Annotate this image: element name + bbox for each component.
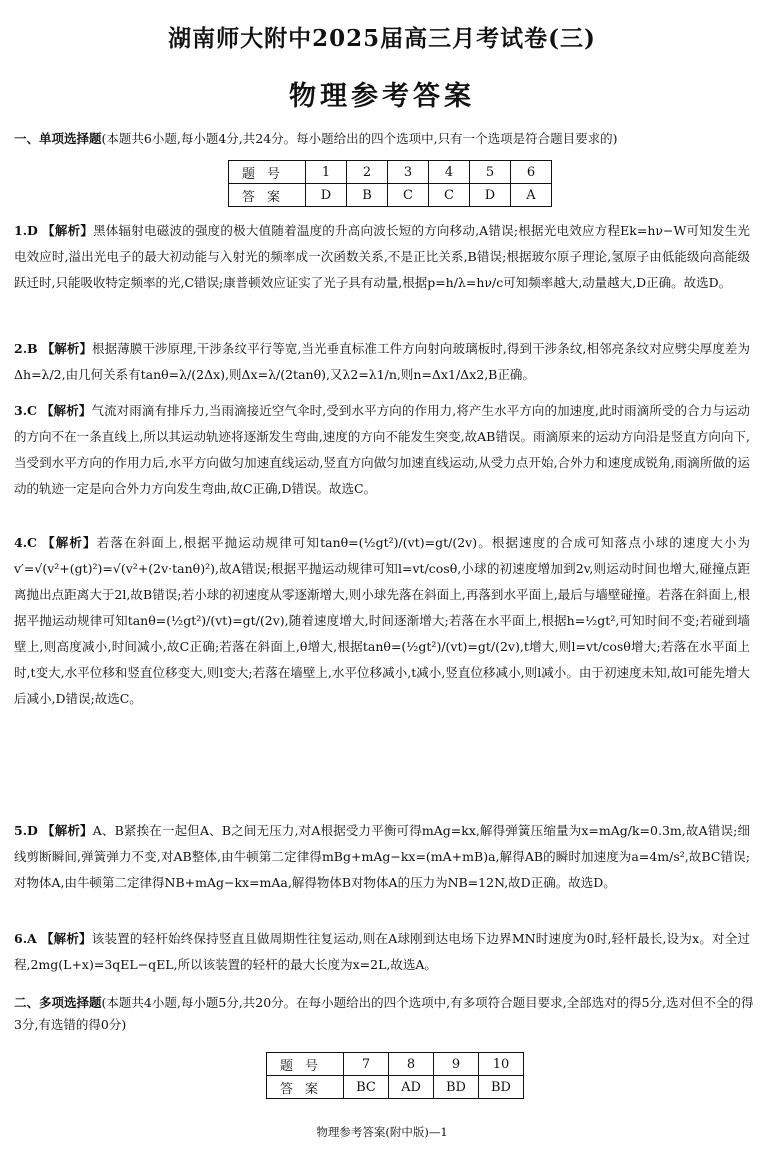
row-label-number: 题号 [229, 161, 306, 184]
question-number: 7 [344, 1053, 389, 1076]
item-number: 3.C [14, 403, 37, 418]
solution-item-5 [14, 818, 750, 896]
solution-item-2 [14, 336, 750, 388]
analysis-tag: 【解析】 [40, 931, 92, 946]
item-number: 1.D [14, 223, 38, 238]
document-subtitle: 物理参考答案 [289, 81, 475, 112]
item-text: 若落在斜面上,根据平抛运动规律可知tanθ=(½gt²)/(vt)=gt/(2v)。根据速度的合成可知落点小球的速度大小为v′=√(v²+(gt)²)=√(v²+(2v·tanθ)²),故A错误;根据平抛运动规律可知l=vt/cosθ,小球的初速度增加到2v,则运动时间也增大,碰撞点距离抛出点距离大于2l,故B错误;若小球的初速度从零逐渐增大,则小球先落在斜面上,再落到水平面上,最后与墙壁碰撞。若落在斜面上,根据平抛运动规律可知tanθ=(½gt²)/(vt)=gt/(2v),随着速度增大,时间逐渐增大;若落在水平面上,根据h=½gt²,可知时间不变;若碰到墙壁上,则高度减小,时间减小,故C正确;若落在斜面上,θ增大,根据tanθ=(½gt²)/(vt)=gt/(2v),t增大,则l=vt/cosθ增大;若落在水平面上时,t变大,水平位移和竖直位移变大,则l变大;若落在墙壁上,水平位移减小,t减小,竖直位移减小,则l减小。由于初速度未知,故l可能先增大后减小,D错误;故选C。 [14, 535, 750, 706]
section2-answer-table [266, 1052, 524, 1099]
question-number: 2 [347, 161, 388, 184]
question-number: 9 [434, 1053, 479, 1076]
item-number: 5.D [14, 823, 38, 838]
section2-description: (本题共4小题,每小题5分,共20分。在每小题给出的四个选项中,有多项符合题目要求,全部选对的得5分,选对但不全的得3分,有选错的得0分) [14, 995, 754, 1032]
answer-cell: C [388, 184, 429, 207]
item-number: 6.A [14, 931, 37, 946]
table-row-answers [267, 1076, 524, 1099]
answer-cell: C [429, 184, 470, 207]
answer-cell: AD [389, 1076, 434, 1099]
row-label-answer: 答案 [267, 1076, 344, 1099]
analysis-tag: 【解析】 [42, 823, 93, 838]
question-number: 1 [306, 161, 347, 184]
row-label-number: 题号 [267, 1053, 344, 1076]
item-text: A、B紧挨在一起但A、B之间无压力,对A根据受力平衡可得mAg=kx,解得弹簧压缩量为x=mAg/k=0.3m,故A错误;细线剪断瞬间,弹簧弹力不变,对AB整体,由牛顿第二定律得mBg+mAg−kx=(mA+mB)a,解得AB的瞬时加速度为a=4m/s²,故BC错误;对物体A,由牛顿第二定律得NB+mAg−kx=mAa,解得物体B对物体A的压力为NB=12N,故D正确。故选D。 [14, 823, 750, 890]
question-number: 5 [470, 161, 511, 184]
answer-cell: B [347, 184, 388, 207]
question-number: 3 [388, 161, 429, 184]
table-row-numbers [229, 161, 552, 184]
question-number: 4 [429, 161, 470, 184]
item-text: 该装置的轻杆始终保持竖直且做周期性往复运动,则在A球刚到达电场下边界MN时速度为0时,轻杆最长,设为x。对全过程,2mg(L+x)=3qEL−qEL,所以该装置的轻杆的最大长度为x=2L,故选A。 [14, 931, 750, 972]
item-number: 4.C [14, 535, 37, 550]
analysis-tag: 【解析】 [41, 341, 93, 356]
table-row-answers [229, 184, 552, 207]
solution-item-3 [14, 398, 750, 502]
solution-item-6 [14, 926, 750, 978]
analysis-tag: 【解析】 [41, 403, 92, 418]
section2-heading [14, 992, 754, 1036]
answer-cell: BD [479, 1076, 524, 1099]
answer-cell: D [470, 184, 511, 207]
section1-description: (本题共6小题,每小题4分,共24分。每小题给出的四个选项中,只有一个选项是符合题目要求的) [101, 131, 618, 146]
item-text: 根据薄膜干涉原理,干涉条纹平行等宽,当光垂直标准工件方向射向玻璃板时,得到干涉条纹,相邻亮条纹对应劈尖厚度差为Δh=λ/2,由几何关系有tanθ=λ/(2Δx),则Δx=λ/(2tanθ),又λ2=λ1/n,则n=Δx1/Δx2,B正确。 [14, 341, 750, 382]
item-number: 2.B [14, 341, 38, 356]
section1-heading [14, 128, 754, 150]
section2-title: 二、多项选择题 [14, 995, 102, 1010]
page-footer: 物理参考答案(附中版)—1 [316, 1125, 448, 1139]
question-number: 8 [389, 1053, 434, 1076]
answer-cell: BD [434, 1076, 479, 1099]
analysis-tag: 【解析】 [42, 535, 97, 550]
item-text: 气流对雨滴有排斥力,当雨滴接近空气伞时,受到水平方向的作用力,将产生水平方向的加速度,此时雨滴所受的合力与运动的方向不在一条直线上,所以其运动轨迹将逐渐发生弯曲,速度的方向不能发生突变,故AB错误。雨滴原来的运动方向沿是竖直方向向下,当受到水平方向的作用力后,水平方向做匀加速直线运动,竖直方向做匀加速直线运动,从受力点开始,合外力和速度成锐角,雨滴所做的运动的轨迹一定是向合外力方向发生弯曲,故C正确,D错误。故选C。 [14, 403, 750, 496]
table-row-numbers [267, 1053, 524, 1076]
exam-title: 湖南师大附中2025届高三月考试卷(三) [168, 25, 596, 52]
analysis-tag: 【解析】 [42, 223, 94, 238]
row-label-answer: 答案 [229, 184, 306, 207]
item-text: 黑体辐射电磁波的强度的极大值随着温度的升高向波长短的方向移动,A错误;根据光电效应方程Ek=hν−W可知发生光电效应时,溢出光电子的最大初动能与入射光的频率成一次函数关系,不是正比关系,B错误;根据玻尔原子理论,氢原子由低能级向高能级跃迁时,只能吸收特定频率的光,C错误;康普顿效应证实了光子具有动量,根据p=h/λ=hν/c可知频率越大,动量越大,D正确。故选D。 [14, 223, 750, 290]
section1-answer-table [228, 160, 552, 207]
question-number: 6 [511, 161, 552, 184]
question-number: 10 [479, 1053, 524, 1076]
answer-cell: D [306, 184, 347, 207]
answer-cell: BC [344, 1076, 389, 1099]
solution-item-4 [14, 530, 750, 712]
answer-cell: A [511, 184, 552, 207]
section1-title: 一、单项选择题 [14, 131, 102, 146]
solution-item-1 [14, 218, 750, 296]
